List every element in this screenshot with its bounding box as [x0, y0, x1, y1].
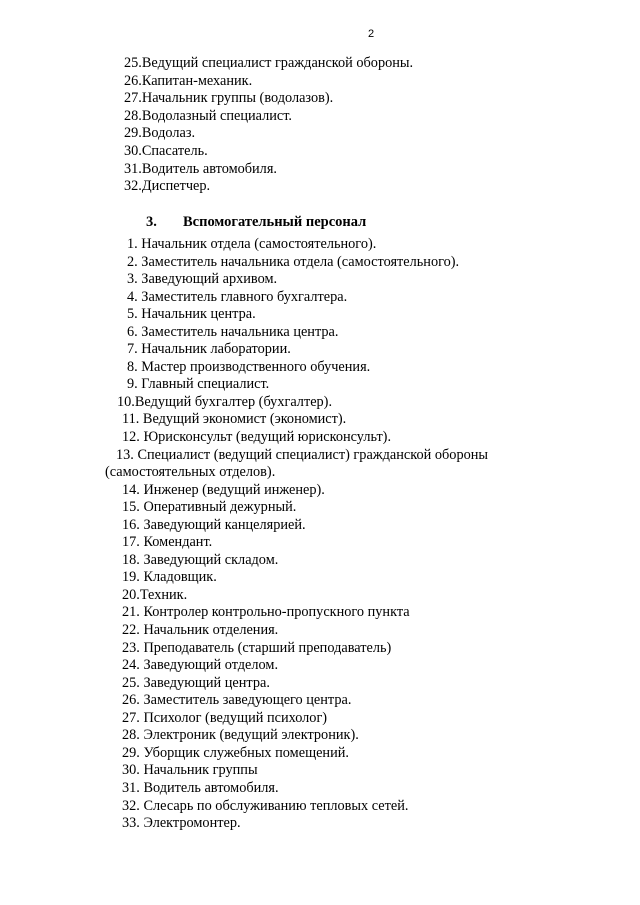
list-item: 30. Начальник группы: [122, 762, 258, 779]
list-item: 28. Электроник (ведущий электроник).: [122, 727, 359, 744]
list-item: 19. Кладовщик.: [122, 569, 217, 586]
section-number: 3.: [146, 214, 157, 230]
list-item: 17. Комендант.: [122, 534, 213, 551]
list-item: 31. Водитель автомобиля.: [122, 779, 279, 796]
list-item: 5. Начальник центра.: [127, 306, 256, 323]
list-item: 26.Капитан-механик.: [124, 72, 253, 89]
list-item: 15. Оперативный дежурный.: [122, 499, 297, 516]
list-item: 29.Водолаз.: [124, 125, 196, 142]
list-item: 16. Заведующий канцелярией.: [122, 516, 306, 533]
list-item: 11. Ведущий экономист (экономист).: [122, 411, 347, 428]
list-item: 32.Диспетчер.: [124, 178, 211, 195]
list-item: 22. Начальник отделения.: [122, 622, 279, 639]
list-item: 14. Инженер (ведущий инженер).: [122, 481, 325, 498]
list-item: 20.Техник.: [122, 586, 188, 603]
list-item: 24. Заведующий отделом.: [122, 657, 279, 674]
section-heading: [146, 214, 366, 231]
section-title: Вспомогательный персонал: [183, 214, 367, 230]
list-item: 26. Заместитель заведующего центра.: [122, 692, 352, 709]
list-item: 1. Начальник отдела (самостоятельного).: [127, 236, 377, 252]
list-item: 25.Ведущий специалист гражданской обороны.: [124, 55, 414, 71]
list-item: 4. Заместитель главного бухгалтера.: [127, 288, 348, 305]
list-item: 9. Главный специалист.: [127, 376, 270, 393]
list-item: 32. Слесарь по обслуживанию тепловых сетей.: [122, 797, 409, 814]
list-item: 8. Мастер производственного обучения.: [127, 358, 371, 375]
list-item: 21. Контролер контрольно-пропускного пункта: [122, 604, 410, 621]
list-item: 30.Спасатель.: [124, 142, 208, 159]
list-item-continuation: (самостоятельных отделов).: [105, 464, 276, 481]
list-item: 7. Начальник лаборатории.: [127, 341, 291, 358]
list-item: 12. Юрисконсульт (ведущий юрисконсульт).: [122, 429, 392, 446]
list-item-wrapped: [0, 447, 526, 482]
list-item: 2. Заместитель начальника отдела (самостоятельного).: [127, 253, 460, 270]
list-item: 31.Водитель автомобиля.: [124, 160, 277, 177]
list-item: 23. Преподаватель (старший преподаватель): [122, 639, 392, 656]
list-item: 3. Заведующий архивом.: [127, 271, 278, 288]
page-number: 2: [368, 28, 375, 40]
list-item: 10.Ведущий бухгалтер (бухгалтер).: [117, 393, 333, 410]
list-item: 25. Заведующий центра.: [122, 674, 270, 691]
list-item: 18. Заведующий складом.: [122, 551, 279, 568]
list-item-first-line: 13. Специалист (ведущий специалист) гражданской обороны: [116, 446, 488, 463]
auxiliary-staff-list: [0, 236, 526, 833]
staff-list-continued: [124, 55, 413, 196]
list-item: 27.Начальник группы (водолазов).: [124, 90, 334, 107]
list-item: 28.Водолазный специалист.: [124, 107, 292, 124]
list-item: 33. Электромонтер.: [122, 815, 241, 832]
list-item: 6. Заместитель начальника центра.: [127, 323, 339, 340]
list-item: 27. Психолог (ведущий психолог): [122, 709, 328, 726]
list-item: 29. Уборщик служебных помещений.: [122, 744, 349, 761]
